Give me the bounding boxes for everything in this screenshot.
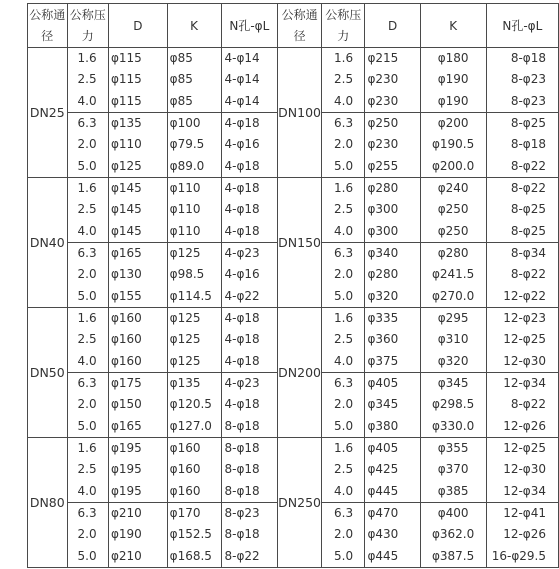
cell-value: 8-φ22 — [510, 181, 546, 196]
cell-value: φ98.5 — [169, 267, 205, 282]
cell-value: 8-φ22 — [224, 548, 260, 563]
cell-value: φ79.5 — [169, 137, 205, 152]
bolt-holes-cell — [486, 373, 558, 438]
cell-value: 4-φ18 — [224, 116, 260, 131]
outer-diameter-cell — [365, 243, 420, 308]
cell-value: 4-φ23 — [224, 246, 260, 261]
cell-value: 4.0 — [334, 223, 354, 238]
cell-value: 5.0 — [77, 548, 97, 563]
cell-value: 2.0 — [77, 267, 97, 282]
cell-value: φ405 — [367, 376, 399, 391]
cell-value: 1.6 — [334, 51, 354, 66]
cell-value: φ168.5 — [169, 548, 212, 563]
cell-value: 8-φ18 — [510, 51, 546, 66]
pressure-cell — [67, 178, 108, 243]
cell-value: 2.0 — [334, 397, 354, 412]
cell-value: φ470 — [367, 506, 399, 521]
outer-diameter-cell — [365, 178, 420, 243]
cell-value: 12-φ34 — [503, 483, 546, 498]
cell-value: φ280 — [367, 181, 399, 196]
cell-value: 2.5 — [334, 72, 354, 87]
cell-value: 8-φ18 — [224, 441, 260, 456]
cell-value: 8-φ22 — [510, 158, 546, 173]
header-nominal-diameter: 公称通 径 — [28, 4, 68, 48]
cell-value: φ195 — [110, 483, 142, 498]
cell-value: φ145 — [110, 223, 142, 238]
header-bolt-circle: K — [420, 4, 486, 48]
cell-value: 4-φ16 — [224, 267, 260, 282]
bolt-holes-cell — [221, 503, 278, 568]
outer-diameter-cell — [108, 178, 167, 243]
cell-value: 1.6 — [334, 181, 354, 196]
table-row — [28, 438, 559, 503]
bolt-circle-cell — [167, 308, 221, 373]
cell-value: φ125 — [169, 332, 201, 347]
cell-value: φ190.5 — [431, 137, 475, 152]
cell-value: 4.0 — [334, 353, 354, 368]
pressure-cell — [322, 48, 365, 113]
cell-value: φ270.0 — [431, 288, 475, 303]
cell-value: 4-φ18 — [224, 158, 260, 173]
cell-value: 4.0 — [334, 93, 354, 108]
cell-value: 8-φ22 — [510, 267, 546, 282]
cell-value: 12-φ23 — [503, 311, 546, 326]
cell-value: φ445 — [367, 483, 399, 498]
cell-value: φ110 — [169, 202, 201, 217]
cell-value: φ310 — [437, 332, 469, 347]
pressure-cell — [67, 308, 108, 373]
cell-value: φ180 — [437, 51, 469, 66]
pressure-cell — [322, 113, 365, 178]
cell-value: φ115 — [110, 93, 142, 108]
cell-value: 16-φ29.5 — [491, 548, 546, 563]
cell-value: 12-φ34 — [503, 376, 546, 391]
bolt-holes-cell — [486, 113, 558, 178]
cell-value: φ335 — [367, 311, 399, 326]
cell-value: φ445 — [367, 548, 399, 563]
cell-value: φ405 — [367, 441, 399, 456]
bolt-circle-cell — [420, 113, 486, 178]
cell-value: 8-φ23 — [510, 93, 546, 108]
cell-value: φ250 — [367, 116, 399, 131]
pressure-cell — [322, 308, 365, 373]
cell-value: 12-φ30 — [503, 462, 546, 477]
bolt-holes-cell — [221, 373, 278, 438]
cell-value: φ160 — [110, 353, 142, 368]
cell-value: 8-φ18 — [224, 527, 260, 542]
bolt-holes-cell — [486, 438, 558, 503]
bolt-circle-cell — [420, 308, 486, 373]
header-outer-diameter: D — [108, 4, 167, 48]
cell-value: 12-φ26 — [503, 418, 546, 433]
cell-value: φ190 — [437, 72, 469, 87]
cell-value: φ160 — [110, 332, 142, 347]
bolt-holes-cell — [486, 503, 558, 568]
cell-value: φ110 — [169, 181, 201, 196]
cell-value: 2.0 — [334, 137, 354, 152]
cell-value: 4-φ14 — [224, 93, 260, 108]
nominal-diameter-cell: DN200 — [278, 308, 322, 438]
outer-diameter-cell — [108, 113, 167, 178]
cell-value: 12-φ41 — [503, 506, 546, 521]
cell-value: φ200.0 — [431, 158, 475, 173]
outer-diameter-cell — [365, 503, 420, 568]
bolt-holes-cell — [221, 243, 278, 308]
cell-value: φ360 — [367, 332, 399, 347]
cell-value: φ89.0 — [169, 158, 205, 173]
cell-value: 5.0 — [334, 288, 354, 303]
cell-value: 4-φ18 — [224, 332, 260, 347]
outer-diameter-cell — [108, 373, 167, 438]
cell-value: φ345 — [437, 376, 469, 391]
cell-value: φ125 — [169, 353, 201, 368]
flange-spec-table — [27, 3, 559, 568]
outer-diameter-cell — [108, 243, 167, 308]
cell-value: 4-φ18 — [224, 181, 260, 196]
bolt-holes-cell — [221, 308, 278, 373]
cell-value: φ195 — [110, 441, 142, 456]
cell-value: 4-φ14 — [224, 72, 260, 87]
cell-value: φ125 — [169, 311, 201, 326]
cell-value: 4-φ16 — [224, 137, 260, 152]
cell-value: 6.3 — [334, 116, 354, 131]
pressure-cell — [67, 113, 108, 178]
nominal-diameter-cell: DN100 — [278, 48, 322, 178]
cell-value: 8-φ34 — [510, 246, 546, 261]
cell-value: 1.6 — [77, 51, 97, 66]
cell-value: φ165 — [110, 246, 142, 261]
bolt-holes-cell — [221, 48, 278, 113]
cell-value: φ320 — [437, 353, 469, 368]
pressure-cell — [322, 178, 365, 243]
bolt-circle-cell — [420, 178, 486, 243]
cell-value: φ155 — [110, 288, 142, 303]
nominal-diameter-cell: DN150 — [278, 178, 322, 308]
cell-value: 2.0 — [77, 397, 97, 412]
cell-value: 4.0 — [334, 483, 354, 498]
cell-value: φ400 — [437, 506, 469, 521]
cell-value: 8-φ18 — [224, 418, 260, 433]
header-bolt-circle: K — [167, 4, 221, 48]
bolt-circle-cell — [167, 243, 221, 308]
nominal-diameter-cell: DN25 — [28, 48, 68, 178]
cell-value: 1.6 — [77, 311, 97, 326]
table-row — [28, 48, 559, 113]
header-outer-diameter: D — [365, 4, 420, 48]
pressure-cell — [322, 503, 365, 568]
cell-value: 8-φ23 — [224, 506, 260, 521]
cell-value: φ135 — [110, 116, 142, 131]
cell-value: φ425 — [367, 462, 399, 477]
cell-value: φ298.5 — [431, 397, 475, 412]
cell-value: 5.0 — [334, 158, 354, 173]
cell-value: φ130 — [110, 267, 142, 282]
nominal-diameter-cell: DN40 — [28, 178, 68, 308]
bolt-circle-cell — [420, 438, 486, 503]
cell-value: φ375 — [367, 353, 399, 368]
cell-value: 5.0 — [77, 158, 97, 173]
pressure-cell — [67, 48, 108, 113]
nominal-diameter-cell: DN250 — [278, 438, 322, 568]
pressure-cell — [67, 243, 108, 308]
cell-value: 12-φ26 — [503, 527, 546, 542]
cell-value: φ215 — [367, 51, 399, 66]
cell-value: 1.6 — [334, 441, 354, 456]
cell-value: 2.0 — [77, 137, 97, 152]
nominal-diameter-cell: DN50 — [28, 308, 68, 438]
cell-value: φ85 — [169, 51, 193, 66]
cell-value: 12-φ25 — [503, 441, 546, 456]
cell-value: 8-φ18 — [510, 137, 546, 152]
cell-value: 4-φ22 — [224, 288, 260, 303]
cell-value: φ370 — [437, 462, 469, 477]
cell-value: φ85 — [169, 93, 193, 108]
outer-diameter-cell — [365, 308, 420, 373]
cell-value: φ150 — [110, 397, 142, 412]
cell-value: φ160 — [169, 441, 201, 456]
cell-value: 8-φ22 — [510, 397, 546, 412]
cell-value: 5.0 — [334, 548, 354, 563]
bolt-circle-cell — [420, 503, 486, 568]
cell-value: φ250 — [437, 202, 469, 217]
cell-value: 4.0 — [77, 223, 97, 238]
cell-value: φ230 — [367, 72, 399, 87]
cell-value: 5.0 — [334, 418, 354, 433]
cell-value: φ255 — [367, 158, 399, 173]
cell-value: 2.5 — [77, 202, 97, 217]
cell-value: φ230 — [367, 137, 399, 152]
cell-value: 1.6 — [77, 181, 97, 196]
cell-value: 8-φ25 — [510, 223, 546, 238]
cell-value: φ241.5 — [431, 267, 475, 282]
bolt-circle-cell — [167, 178, 221, 243]
cell-value: 8-φ18 — [224, 462, 260, 477]
bolt-holes-cell — [221, 178, 278, 243]
cell-value: φ145 — [110, 202, 142, 217]
cell-value: 2.5 — [77, 72, 97, 87]
cell-value: 2.5 — [334, 202, 354, 217]
cell-value: φ300 — [367, 202, 399, 217]
cell-value: φ190 — [437, 93, 469, 108]
outer-diameter-cell — [108, 48, 167, 113]
cell-value: φ300 — [367, 223, 399, 238]
outer-diameter-cell — [108, 308, 167, 373]
bolt-circle-cell — [420, 373, 486, 438]
cell-value: 5.0 — [77, 418, 97, 433]
cell-value: φ345 — [367, 397, 399, 412]
cell-value: 1.6 — [77, 441, 97, 456]
cell-value: φ362.0 — [431, 527, 475, 542]
cell-value: 2.0 — [334, 527, 354, 542]
outer-diameter-cell — [365, 373, 420, 438]
bolt-circle-cell — [167, 48, 221, 113]
bolt-circle-cell — [420, 48, 486, 113]
cell-value: φ385 — [437, 483, 469, 498]
cell-value: φ380 — [367, 418, 399, 433]
cell-value: φ114.5 — [169, 288, 212, 303]
cell-value: φ295 — [437, 311, 469, 326]
cell-value: φ165 — [110, 418, 142, 433]
cell-value: φ330.0 — [431, 418, 475, 433]
cell-value: 2.5 — [334, 462, 354, 477]
bolt-holes-cell — [486, 48, 558, 113]
cell-value: φ110 — [110, 137, 142, 152]
cell-value: 12-φ22 — [503, 288, 546, 303]
cell-value: φ195 — [110, 462, 142, 477]
bolt-circle-cell — [420, 243, 486, 308]
header-row — [28, 4, 559, 48]
pressure-cell — [322, 438, 365, 503]
bolt-holes-cell — [486, 308, 558, 373]
cell-value: φ160 — [110, 311, 142, 326]
cell-value: φ160 — [169, 483, 201, 498]
bolt-holes-cell — [221, 438, 278, 503]
cell-value: φ110 — [169, 223, 201, 238]
cell-value: 4-φ23 — [224, 376, 260, 391]
bolt-circle-cell — [167, 438, 221, 503]
cell-value: 4-φ14 — [224, 51, 260, 66]
cell-value: φ170 — [169, 506, 201, 521]
cell-value: φ355 — [437, 441, 469, 456]
bolt-holes-cell — [486, 243, 558, 308]
cell-value: φ210 — [110, 506, 142, 521]
cell-value: φ125 — [110, 158, 142, 173]
cell-value: φ175 — [110, 376, 142, 391]
cell-value: 5.0 — [77, 288, 97, 303]
cell-value: φ115 — [110, 51, 142, 66]
header-bolt-holes: N孔-φL — [486, 4, 558, 48]
cell-value: φ115 — [110, 72, 142, 87]
bolt-circle-cell — [167, 113, 221, 178]
nominal-diameter-cell: DN80 — [28, 438, 68, 568]
bolt-circle-cell — [167, 503, 221, 568]
cell-value: φ430 — [367, 527, 399, 542]
table-row — [28, 308, 559, 373]
outer-diameter-cell — [365, 113, 420, 178]
cell-value: 1.6 — [334, 311, 354, 326]
cell-value: φ125 — [169, 246, 201, 261]
cell-value: 4-φ18 — [224, 202, 260, 217]
cell-value: 4.0 — [77, 483, 97, 498]
cell-value: φ280 — [437, 246, 469, 261]
header-bolt-holes: N孔-φL — [221, 4, 278, 48]
cell-value: 2.0 — [77, 527, 97, 542]
cell-value: φ120.5 — [169, 397, 212, 412]
cell-value: φ100 — [169, 116, 201, 131]
cell-value: φ152.5 — [169, 527, 212, 542]
pressure-cell — [322, 243, 365, 308]
header-nominal-diameter: 公称通 径 — [278, 4, 322, 48]
cell-value: 4-φ18 — [224, 397, 260, 412]
cell-value: φ210 — [110, 548, 142, 563]
cell-value: 4-φ18 — [224, 223, 260, 238]
outer-diameter-cell — [108, 438, 167, 503]
cell-value: φ145 — [110, 181, 142, 196]
cell-value: 6.3 — [334, 376, 354, 391]
outer-diameter-cell — [365, 438, 420, 503]
cell-value: φ135 — [169, 376, 201, 391]
cell-value: 6.3 — [77, 116, 97, 131]
cell-value: 6.3 — [77, 376, 97, 391]
table-row — [28, 178, 559, 243]
cell-value: 2.5 — [77, 462, 97, 477]
cell-value: φ320 — [367, 288, 399, 303]
cell-value: 6.3 — [334, 506, 354, 521]
cell-value: 12-φ30 — [503, 353, 546, 368]
cell-value: 2.5 — [77, 332, 97, 347]
cell-value: φ387.5 — [431, 548, 475, 563]
cell-value: 8-φ18 — [224, 483, 260, 498]
cell-value: 12-φ25 — [503, 332, 546, 347]
cell-value: 8-φ25 — [510, 202, 546, 217]
cell-value: 8-φ25 — [510, 116, 546, 131]
cell-value: 6.3 — [77, 506, 97, 521]
cell-value: φ340 — [367, 246, 399, 261]
cell-value: φ127.0 — [169, 418, 212, 433]
cell-value: 6.3 — [77, 246, 97, 261]
pressure-cell — [322, 373, 365, 438]
cell-value: 2.0 — [334, 267, 354, 282]
cell-value: 4-φ18 — [224, 353, 260, 368]
cell-value: 8-φ23 — [510, 72, 546, 87]
header-nominal-pressure: 公称压 力 — [67, 4, 108, 48]
pressure-cell — [67, 503, 108, 568]
pressure-cell — [67, 373, 108, 438]
cell-value: φ230 — [367, 93, 399, 108]
cell-value: φ250 — [437, 223, 469, 238]
bolt-circle-cell — [167, 373, 221, 438]
flange-spec-table-container — [27, 3, 559, 568]
outer-diameter-cell — [108, 503, 167, 568]
cell-value: φ200 — [437, 116, 469, 131]
header-nominal-pressure: 公称压 力 — [322, 4, 365, 48]
cell-value: φ85 — [169, 72, 193, 87]
cell-value: 4.0 — [77, 353, 97, 368]
cell-value: 4.0 — [77, 93, 97, 108]
bolt-holes-cell — [486, 178, 558, 243]
pressure-cell — [67, 438, 108, 503]
cell-value: φ280 — [367, 267, 399, 282]
cell-value: 6.3 — [334, 246, 354, 261]
cell-value: φ160 — [169, 462, 201, 477]
cell-value: 2.5 — [334, 332, 354, 347]
bolt-holes-cell — [221, 113, 278, 178]
cell-value: 4-φ18 — [224, 311, 260, 326]
cell-value: φ240 — [437, 181, 469, 196]
cell-value: φ190 — [110, 527, 142, 542]
outer-diameter-cell — [365, 48, 420, 113]
